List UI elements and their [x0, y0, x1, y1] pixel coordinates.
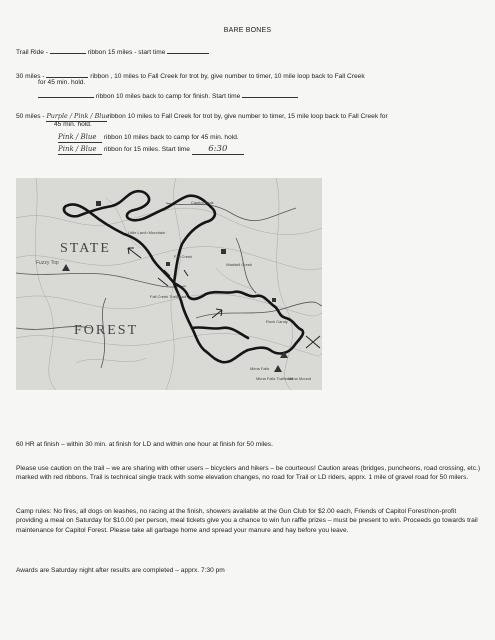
map-label-rock-candy: Rock Candy — [266, 319, 288, 324]
fifty-mile-line-3 — [58, 133, 239, 143]
map-label-forest: FOREST — [74, 323, 139, 338]
map-label-little-larch: Little Larch Mountain — [128, 230, 166, 235]
fifty-handwritten-color-2: Pink / Blue — [58, 133, 102, 143]
thirty-line2: for 45 min. hold. — [38, 79, 86, 86]
map-label-mima-trailhead: Mima Falls Trailhead — [256, 376, 293, 381]
fifty-line2: 45 min. hold. — [54, 121, 92, 128]
map-label-mima-mound: Mima Mound — [288, 376, 312, 381]
caution-text: Please use caution on the trail – we are sharing with other users – bicyclers and hikers – be courteous! Caution areas (bridges, puncheons, road crossing, etc.) marked with red ribbons. Trail is technical single track with some elevation changes, no road for Trail or LD riders, apprx. 1 mile of gravel road for 50 milers. — [16, 465, 481, 482]
caution-note — [16, 464, 482, 483]
camp-rules-text: Camp rules: No fires, all dogs on leashes, no racing at the finish, showers available at the Gun Club for $2.00 each, Friends of Capitol Forest/non-profit providing a meal on Saturday for $10.00 per person, meal tickets give you a chance to win fun raffle prizes – must be present to win. Proceeds go towards trail maintenance for Capitol Forest. Please take all garbage home and spread your manure and hay before you leave. — [16, 508, 478, 534]
map-label-mima-falls: Mima Falls — [250, 366, 270, 371]
hr-note: 60 HR at finish – within 30 min. at finish for LD and within one hour at finish for 50 miles. — [16, 441, 273, 448]
thirty-ribbon-blank — [46, 70, 88, 78]
trail-ride-text: ribbon 15 miles - start time — [87, 49, 166, 56]
trail-map — [16, 178, 322, 390]
fifty-mile-line-4 — [58, 145, 244, 155]
fifty-handwritten-color-1: Purple / Pink / Blue — [46, 112, 110, 120]
fifty-handwritten-color-3: Pink / Blue — [58, 145, 102, 155]
fifty-line4: ribbon for 15 miles. Start time — [103, 146, 190, 153]
map-label-capitol-peak: Capitol Peak — [191, 200, 214, 205]
trail-ride-ribbon-blank — [50, 46, 86, 54]
map-label-fuzzy-top: Fuzzy Top — [36, 260, 59, 266]
document-title: BARE BONES — [223, 27, 272, 34]
trail-ride-line — [16, 46, 209, 58]
thirty-start-blank — [242, 90, 298, 98]
map-label-waddell-creek: Waddell Creek — [226, 262, 253, 267]
thirty-line1: ribbon , 10 miles to Fall Creek for trot by, give number to timer, 10 mile loop back to Fall Creek — [90, 73, 365, 80]
map-label-state: STATE — [60, 241, 111, 256]
awards-note: Awards are Saturday night after results are completed – apprx. 7:30 pm — [16, 567, 225, 574]
map-label-fall-creek: Fall Creek — [174, 254, 193, 259]
trail-ride-start-blank — [167, 46, 209, 54]
fifty-handwritten-start-time: 6:30 — [192, 145, 244, 155]
thirty-mile-line-3 — [38, 90, 298, 102]
thirty-line3: ribbon 10 miles back to camp for finish. Start time — [95, 93, 241, 100]
thirty-label: 30 miles - — [16, 73, 45, 80]
thirty-finish-ribbon-blank — [38, 90, 94, 98]
camp-rules-note — [16, 507, 482, 535]
fifty-line1: ribbon 10 miles to Fall Creek for trot by, give number to timer, 15 mile loop back to Fall Creek for — [107, 113, 388, 120]
fifty-line3: ribbon 10 miles back to camp for 45 min. hold. — [103, 134, 239, 141]
map-label-fall-creek-trailhead: Fall Creek Trailhead — [150, 294, 186, 299]
trail-ride-label: Trail Ride - — [16, 49, 48, 56]
fifty-label: 50 miles - — [16, 113, 45, 120]
